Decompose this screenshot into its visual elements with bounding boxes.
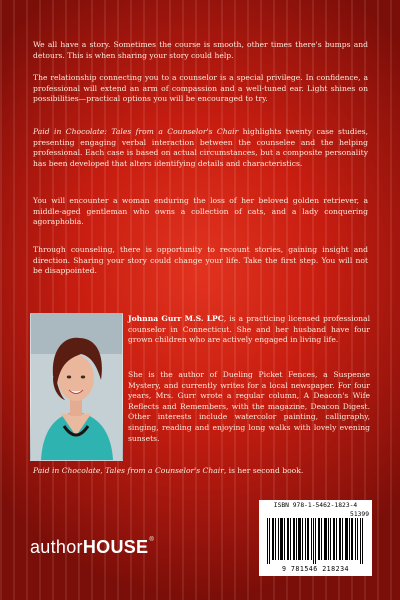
- second-book-line: [33, 466, 373, 477]
- second-book-text: , is her second book.: [223, 466, 304, 475]
- isbn-text: ISBN 978-1-5462-1823-4: [273, 502, 358, 509]
- publisher-logo-part1: author: [30, 537, 83, 557]
- barcode-digits: 9 781546 218234: [281, 565, 350, 573]
- author-bio-text-1: , is a practicing licensed professional counselor in Connecticut. She and her husband have four grown children who are actively engaged in living life.: [128, 314, 370, 345]
- author-name: Johnna Gurr M.S. LPC: [128, 314, 224, 323]
- blurb-paragraph-4: You will encounter a woman enduring the loss of her beloved golden retriever, a middle-aged gentleman who owns a collection of cats, and a lady conquering agoraphobia.: [33, 196, 368, 227]
- registered-mark: ®: [149, 537, 155, 543]
- second-book-title: Paid in Chocolate, Tales from a Counselor's Chair: [33, 466, 224, 475]
- blurb-paragraph-1: We all have a story. Sometimes the course is smooth, other times there's bumps and detours. This is when sharing your story could help.: [33, 40, 368, 60]
- blurb-paragraph-2: The relationship connecting you to a counselor is a special privilege. In confidence, a professional will extend an arm of compassion and a well-tuned ear. Light shines on possibilities—practical options you will be encouraged to try.: [33, 73, 368, 104]
- blurb-paragraph-3-text: highlights twenty case studies, presenting engaging verbal interaction between the counselee and the helping professional. Each case is based on actual circumstances, but a composite personality has been developed that alters identifying details and characteristics.: [33, 127, 368, 168]
- isbn-barcode: [259, 500, 372, 576]
- author-portrait-illustration: [31, 314, 122, 460]
- blurb-paragraph-3: [33, 127, 368, 169]
- author-photo: [30, 313, 123, 461]
- price-code: 51399: [350, 511, 369, 518]
- author-bio-paragraph-1: [128, 314, 370, 346]
- publisher-logo: [30, 537, 154, 558]
- blurb-paragraph-5: Through counseling, there is opportunity to recount stories, gaining insight and direction. Sharing your story could change your life. Take the first step. You will not be disappointed.: [33, 245, 368, 276]
- book-title-italic: Paid in Chocolate: Tales from a Counselor's Chair: [33, 127, 239, 136]
- publisher-logo-part2: HOUSE: [82, 537, 149, 557]
- barcode-bars: [267, 518, 364, 564]
- author-bio-paragraph-2: She is the author of Dueling Picket Fences, a Suspense Mystery, and currently writes for a local newspaper. For four years, Mrs. Gurr wrote a regular column, A Deacon's Wife Reflects and Remembers, with the magazine, Deacon Digest. Other interests include watercolor painting, calligraphy, singing, reading and enjoying long walks with lovely evening sunsets.: [128, 370, 370, 443]
